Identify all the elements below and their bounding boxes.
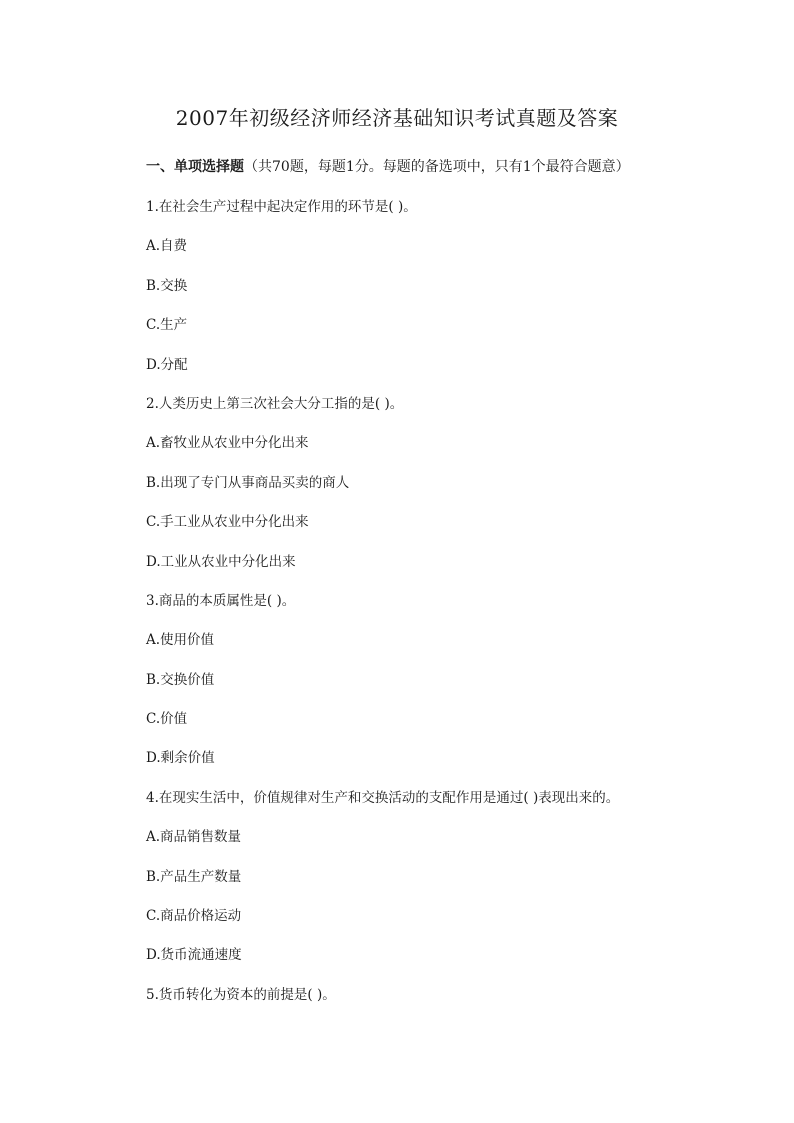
option-2a: A.畜牧业从农业中分化出来 xyxy=(146,435,309,452)
option-2b: B.出现了专门从事商品买卖的商人 xyxy=(146,474,350,491)
option-3a: A.使用价值 xyxy=(146,632,215,649)
option-2c: C.手工业从农业中分化出来 xyxy=(146,514,309,531)
section-heading: 一、单项选择题 xyxy=(146,159,244,175)
question-4: 4.在现实生活中，价值规律对生产和交换活动的支配作用是通过( )表现出来的。 xyxy=(146,789,620,806)
question-2: 2.人类历史上第三次社会大分工指的是( )。 xyxy=(146,395,404,412)
option-1d: D.分配 xyxy=(146,356,188,373)
option-4c: C.商品价格运动 xyxy=(146,908,242,925)
option-3c: C.价值 xyxy=(146,711,188,728)
option-1a: A.自费 xyxy=(146,238,188,255)
question-list xyxy=(146,196,766,1023)
section-heading-line xyxy=(146,156,630,178)
option-4b: B.产品生产数量 xyxy=(146,868,242,885)
option-3b: B.交换价值 xyxy=(146,671,215,688)
question-1: 1.在社会生产过程中起决定作用的环节是( )。 xyxy=(146,199,417,215)
question-3: 3.商品的本质属性是( )。 xyxy=(146,592,296,609)
option-4a: A.商品销售数量 xyxy=(146,829,242,846)
option-3d: D.剩余价值 xyxy=(146,750,215,767)
option-1b: B.交换 xyxy=(146,277,188,294)
question-5: 5.货币转化为资本的前提是( )。 xyxy=(146,986,336,1003)
option-1c: C.生产 xyxy=(146,317,188,334)
option-2d: D.工业从农业中分化出来 xyxy=(146,553,296,570)
section-note: （共70题，每题1分。每题的备选项中，只有1个最符合题意） xyxy=(244,159,630,175)
option-4d: D.货币流通速度 xyxy=(146,947,242,964)
document-title: 2007年初级经济师经济基础知识考试真题及答案 xyxy=(175,106,619,130)
